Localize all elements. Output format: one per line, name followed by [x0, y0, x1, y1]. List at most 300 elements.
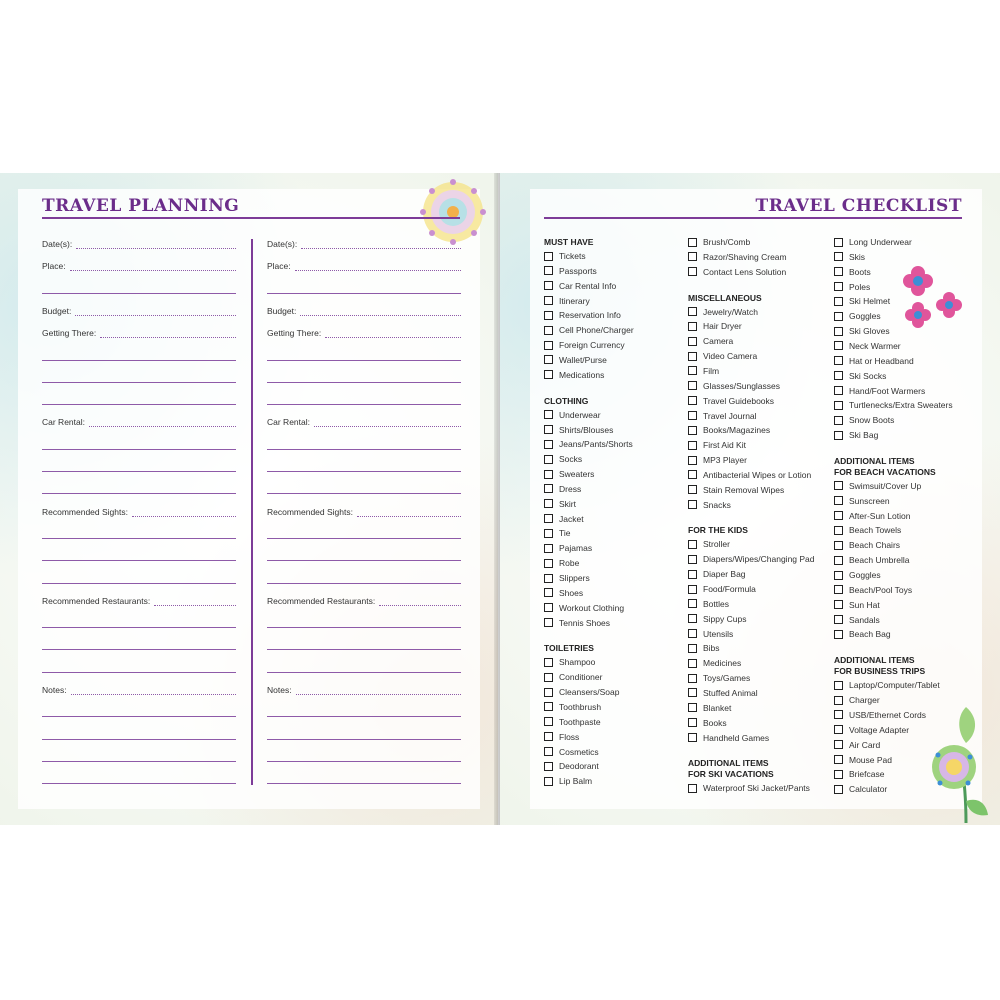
checklist-item[interactable]: [544, 759, 599, 773]
checklist-item-label: Toys/Games: [703, 673, 751, 684]
checklist-item-label: Handheld Games: [703, 732, 770, 743]
checklist-item[interactable]: [834, 324, 890, 338]
checkbox[interactable]: [834, 511, 843, 520]
checkbox[interactable]: [834, 312, 843, 321]
checkbox[interactable]: [688, 659, 697, 668]
checkbox[interactable]: [688, 485, 697, 494]
checkbox[interactable]: [688, 784, 697, 793]
checkbox[interactable]: [688, 599, 697, 608]
writing-line[interactable]: [295, 270, 461, 271]
field-label: Date(s):: [42, 239, 73, 249]
checklist-item[interactable]: [544, 368, 604, 382]
checklist-item[interactable]: [544, 308, 621, 322]
checklist-item[interactable]: [834, 384, 925, 398]
checkbox[interactable]: [544, 529, 553, 538]
writing-line[interactable]: [267, 583, 461, 584]
checkbox[interactable]: [688, 456, 697, 465]
writing-line[interactable]: [42, 382, 236, 383]
writing-line[interactable]: [267, 716, 461, 717]
writing-line[interactable]: [300, 315, 461, 316]
checkbox[interactable]: [688, 585, 697, 594]
checklist-item[interactable]: [688, 394, 774, 408]
checklist-item-label: Film: [703, 365, 720, 376]
checklist-item[interactable]: [544, 541, 592, 555]
checklist-item-label: Utensils: [703, 628, 734, 639]
checklist-item[interactable]: [544, 685, 619, 699]
checklist-item[interactable]: [544, 467, 594, 481]
checklist-item-label: Travel Journal: [703, 410, 757, 421]
writing-line[interactable]: [42, 739, 236, 740]
writing-line[interactable]: [42, 716, 236, 717]
checkbox[interactable]: [544, 252, 553, 261]
checklist-item[interactable]: [544, 512, 584, 526]
checklist-item[interactable]: [834, 250, 865, 264]
checklist-item[interactable]: [544, 452, 582, 466]
checklist-item[interactable]: [834, 678, 940, 692]
writing-line[interactable]: [325, 337, 461, 338]
checklist-item[interactable]: [834, 494, 890, 508]
travel-planning-page: [0, 173, 498, 825]
checklist-item[interactable]: [688, 235, 750, 249]
checkbox[interactable]: [544, 425, 553, 434]
checkbox[interactable]: [834, 585, 843, 594]
checkbox[interactable]: [544, 370, 553, 379]
checklist-item-label: Toothpaste: [559, 716, 601, 727]
checklist-column-2: [688, 237, 833, 797]
checkbox[interactable]: [834, 327, 843, 336]
checklist-item[interactable]: [544, 586, 583, 600]
checklist-item[interactable]: [688, 334, 733, 348]
checklist-item[interactable]: [688, 453, 747, 467]
checkbox[interactable]: [688, 352, 697, 361]
checklist-item-label: Video Camera: [703, 351, 758, 362]
checklist-item[interactable]: [834, 479, 921, 493]
checklist-item[interactable]: [834, 708, 926, 722]
checklist-item[interactable]: [688, 423, 770, 437]
writing-line[interactable]: [154, 605, 236, 606]
writing-line[interactable]: [379, 605, 461, 606]
checklist-item[interactable]: [834, 235, 912, 249]
checklist-item-label: Contact Lens Solution: [703, 266, 787, 277]
checkbox[interactable]: [544, 702, 553, 711]
writing-line[interactable]: [42, 583, 236, 584]
checkbox[interactable]: [544, 326, 553, 335]
writing-line[interactable]: [267, 404, 461, 405]
checklist-item[interactable]: [544, 294, 590, 308]
checkbox[interactable]: [834, 282, 843, 291]
writing-line[interactable]: [267, 493, 461, 494]
checkbox[interactable]: [688, 614, 697, 623]
checklist-item[interactable]: [834, 265, 871, 279]
writing-line[interactable]: [42, 449, 236, 450]
checkbox[interactable]: [688, 252, 697, 261]
writing-line[interactable]: [89, 426, 236, 427]
checkbox[interactable]: [688, 426, 697, 435]
checkbox[interactable]: [834, 681, 843, 690]
checkbox[interactable]: [688, 381, 697, 390]
checklist-item[interactable]: [688, 537, 730, 551]
writing-line[interactable]: [42, 293, 236, 294]
writing-line[interactable]: [76, 248, 236, 249]
checkbox[interactable]: [544, 544, 553, 553]
checkbox[interactable]: [834, 526, 843, 535]
writing-line[interactable]: [42, 493, 236, 494]
checklist-item[interactable]: [688, 305, 758, 319]
checkbox[interactable]: [834, 785, 843, 794]
checklist-item[interactable]: [834, 294, 890, 308]
checklist-item[interactable]: [544, 774, 592, 788]
checkbox[interactable]: [688, 733, 697, 742]
checklist-item[interactable]: [834, 369, 886, 383]
checklist-item-label: Snow Boots: [849, 415, 895, 426]
checkbox[interactable]: [688, 337, 697, 346]
writing-line[interactable]: [267, 672, 461, 673]
writing-line[interactable]: [42, 471, 236, 472]
writing-line[interactable]: [42, 538, 236, 539]
checkbox[interactable]: [834, 556, 843, 565]
writing-line[interactable]: [357, 516, 461, 517]
checklist-item[interactable]: [688, 349, 757, 363]
checklist-item-label: Tickets: [559, 251, 586, 261]
checklist-item[interactable]: [544, 655, 595, 669]
checklist-item[interactable]: [688, 468, 811, 482]
writing-line[interactable]: [267, 739, 461, 740]
checkbox[interactable]: [834, 416, 843, 425]
checklist-item[interactable]: [544, 408, 601, 422]
checkbox[interactable]: [544, 559, 553, 568]
checklist-item[interactable]: [688, 364, 719, 378]
writing-line[interactable]: [267, 538, 461, 539]
checkbox[interactable]: [834, 356, 843, 365]
checkbox[interactable]: [544, 266, 553, 275]
writing-line[interactable]: [267, 471, 461, 472]
checklist-item-label: Medicines: [703, 658, 742, 669]
checklist-item[interactable]: [544, 616, 610, 630]
writing-line[interactable]: [267, 293, 461, 294]
checklist-item[interactable]: [834, 613, 880, 627]
writing-line[interactable]: [42, 560, 236, 561]
checklist-item[interactable]: [834, 693, 880, 707]
checklist-item[interactable]: [834, 413, 894, 427]
field-label: Recommended Sights:: [42, 506, 128, 517]
checklist-item[interactable]: [544, 279, 616, 293]
checkbox[interactable]: [544, 603, 553, 612]
checklist-item[interactable]: [688, 250, 787, 264]
checklist-item-label: Tie: [559, 528, 571, 539]
checkbox[interactable]: [688, 267, 697, 276]
checkbox[interactable]: [544, 688, 553, 697]
writing-line[interactable]: [267, 783, 461, 784]
checkbox[interactable]: [688, 441, 697, 450]
checklist-item-label: Skirt: [559, 498, 576, 509]
checklist-item-label: Shirts/Blouses: [559, 424, 614, 435]
checklist-item-label: Conditioner: [559, 672, 603, 683]
checklist-item[interactable]: [834, 309, 881, 323]
checklist-item[interactable]: [834, 523, 901, 537]
checkbox[interactable]: [834, 371, 843, 380]
checklist-item[interactable]: [544, 423, 613, 437]
checklist-item[interactable]: [834, 723, 909, 737]
checklist-section-heading: FOR SKI VACATIONS: [688, 769, 774, 780]
checkbox[interactable]: [688, 570, 697, 579]
writing-line[interactable]: [70, 270, 236, 271]
checklist-item[interactable]: [688, 671, 750, 685]
checkbox[interactable]: [834, 401, 843, 410]
checkbox[interactable]: [544, 410, 553, 419]
checkbox[interactable]: [834, 496, 843, 505]
writing-line[interactable]: [42, 627, 236, 628]
checklist-item[interactable]: [834, 782, 887, 796]
checkbox[interactable]: [544, 747, 553, 756]
checkbox[interactable]: [688, 674, 697, 683]
checkbox[interactable]: [688, 644, 697, 653]
checklist-item[interactable]: [834, 598, 880, 612]
writing-line[interactable]: [75, 315, 236, 316]
checklist-item[interactable]: [688, 319, 742, 333]
checkbox[interactable]: [544, 341, 553, 350]
field-label: Place:: [267, 261, 291, 272]
checkbox[interactable]: [834, 297, 843, 306]
field-label: Notes:: [267, 685, 292, 695]
checklist-item[interactable]: [688, 409, 757, 423]
checkbox[interactable]: [834, 267, 843, 276]
checklist-item[interactable]: [544, 338, 625, 352]
checklist-item[interactable]: [544, 482, 581, 496]
writing-line[interactable]: [132, 516, 236, 517]
checkbox[interactable]: [834, 710, 843, 719]
field-label: Budget:: [267, 305, 297, 316]
checklist-item[interactable]: [544, 526, 571, 540]
checkbox[interactable]: [688, 238, 697, 247]
checklist-item-label: Jacket: [559, 513, 584, 524]
checkbox[interactable]: [544, 658, 553, 667]
checklist-item[interactable]: [544, 556, 579, 570]
checkbox[interactable]: [688, 688, 697, 697]
checkbox[interactable]: [544, 732, 553, 741]
checkbox[interactable]: [834, 386, 843, 395]
checkbox[interactable]: [688, 470, 697, 479]
checkbox[interactable]: [544, 311, 553, 320]
checkbox[interactable]: [544, 455, 553, 464]
checklist-item[interactable]: [544, 497, 576, 511]
checklist-item[interactable]: [544, 437, 633, 451]
checklist-item[interactable]: [544, 715, 601, 729]
writing-line[interactable]: [42, 672, 236, 673]
writing-line[interactable]: [42, 761, 236, 762]
checkbox[interactable]: [688, 366, 697, 375]
checklist-item[interactable]: [688, 498, 731, 512]
checklist-item[interactable]: [688, 582, 756, 596]
writing-line[interactable]: [301, 248, 461, 249]
checkbox[interactable]: [544, 484, 553, 493]
checkbox[interactable]: [544, 717, 553, 726]
checkbox[interactable]: [688, 411, 697, 420]
writing-line[interactable]: [42, 404, 236, 405]
checklist-item-label: Goggles: [849, 570, 881, 580]
writing-line[interactable]: [71, 694, 236, 695]
checkbox[interactable]: [688, 540, 697, 549]
checkbox[interactable]: [544, 762, 553, 771]
checklist-item[interactable]: [544, 730, 579, 744]
checklist-item[interactable]: [834, 738, 880, 752]
checklist-item[interactable]: [834, 553, 909, 567]
checklist-item[interactable]: [688, 597, 729, 611]
checklist-item[interactable]: [688, 552, 815, 566]
checklist-section-heading: MISCELLANEOUS: [688, 292, 762, 303]
checkbox[interactable]: [834, 431, 843, 440]
checklist-item[interactable]: [544, 571, 590, 585]
checkbox[interactable]: [834, 238, 843, 247]
writing-line[interactable]: [267, 627, 461, 628]
writing-line[interactable]: [267, 360, 461, 361]
checklist-item[interactable]: [688, 716, 727, 730]
writing-line[interactable]: [267, 382, 461, 383]
checklist-item-label: Turtlenecks/Extra Sweaters: [849, 400, 953, 411]
checkbox[interactable]: [544, 296, 553, 305]
checkbox[interactable]: [834, 615, 843, 624]
checklist-section-heading: FOR BUSINESS TRIPS: [834, 666, 926, 677]
checkbox[interactable]: [834, 541, 843, 550]
checkbox[interactable]: [544, 470, 553, 479]
checkbox[interactable]: [688, 629, 697, 638]
checklist-item[interactable]: [834, 753, 892, 767]
field-label: Notes:: [42, 685, 67, 695]
checklist-item-label: Bottles: [703, 598, 729, 609]
writing-line[interactable]: [42, 783, 236, 784]
writing-line[interactable]: [314, 426, 461, 427]
checklist-item[interactable]: [834, 280, 870, 294]
writing-line[interactable]: [267, 649, 461, 650]
checklist-item-label: Medications: [559, 369, 605, 380]
checklist-item[interactable]: [688, 781, 810, 795]
checkbox[interactable]: [544, 355, 553, 364]
checklist-item[interactable]: [544, 700, 601, 714]
checklist-item[interactable]: [834, 583, 912, 597]
checkbox[interactable]: [688, 555, 697, 564]
checkbox[interactable]: [688, 718, 697, 727]
checklist-item[interactable]: [688, 438, 746, 452]
checklist-item-label: USB/Ethernet Cords: [849, 709, 927, 720]
checkbox[interactable]: [544, 588, 553, 597]
checkbox[interactable]: [544, 574, 553, 583]
checkbox[interactable]: [834, 252, 843, 261]
checklist-item[interactable]: [544, 745, 599, 759]
checkbox[interactable]: [834, 630, 843, 639]
checklist-item[interactable]: [688, 701, 731, 715]
checklist-item[interactable]: [688, 641, 720, 655]
writing-line[interactable]: [267, 761, 461, 762]
checklist-item-label: Shoes: [559, 587, 584, 598]
checkbox[interactable]: [834, 696, 843, 705]
planner-spread: [0, 173, 1000, 825]
checklist-item[interactable]: [544, 670, 602, 684]
checkbox[interactable]: [834, 481, 843, 490]
checklist-item-label: Briefcase: [849, 769, 885, 780]
checkbox[interactable]: [834, 600, 843, 609]
checklist-item[interactable]: [544, 353, 607, 367]
checklist-item[interactable]: [834, 339, 901, 353]
checklist-item-label: Hand/Foot Warmers: [849, 385, 926, 396]
checklist-item[interactable]: [834, 568, 881, 582]
checkbox[interactable]: [544, 499, 553, 508]
checklist-item[interactable]: [688, 656, 741, 670]
checkbox[interactable]: [544, 281, 553, 290]
checklist-item[interactable]: [834, 509, 910, 523]
field-label: Car Rental:: [42, 417, 85, 428]
checkbox[interactable]: [688, 396, 697, 405]
checklist-item-label: Cell Phone/Charger: [559, 325, 634, 336]
checklist-item-label: Slippers: [559, 573, 590, 583]
checklist-item[interactable]: [688, 731, 769, 745]
checklist-item-label: Books/Magazines: [703, 425, 771, 436]
checklist-item[interactable]: [688, 379, 780, 393]
checkbox[interactable]: [834, 571, 843, 580]
checklist-item[interactable]: [834, 354, 914, 368]
checklist-item[interactable]: [544, 323, 634, 337]
checkbox[interactable]: [834, 740, 843, 749]
checkbox[interactable]: [688, 307, 697, 316]
checkbox[interactable]: [834, 770, 843, 779]
field-label: Date(s):: [267, 239, 298, 249]
checklist-item[interactable]: [688, 483, 784, 497]
checklist-item-label: Boots: [849, 266, 871, 277]
checkbox[interactable]: [834, 725, 843, 734]
checkbox[interactable]: [544, 673, 553, 682]
checklist-item[interactable]: [834, 428, 878, 442]
checklist-item-label: Stain Removal Wipes: [703, 484, 785, 495]
checklist-item-label: Calculator: [849, 784, 888, 795]
checklist-section-heading: FOR THE KIDS: [688, 525, 748, 536]
writing-line[interactable]: [42, 360, 236, 361]
checklist-item[interactable]: [688, 265, 786, 279]
checklist-item[interactable]: [834, 538, 900, 552]
checkbox[interactable]: [544, 618, 553, 627]
checklist-item[interactable]: [834, 627, 891, 641]
checklist-item[interactable]: [544, 249, 586, 263]
checklist-item[interactable]: [688, 567, 746, 581]
checklist-section-heading: ADDITIONAL ITEMS: [834, 455, 915, 466]
checklist-section-heading: ADDITIONAL ITEMS: [834, 655, 915, 666]
checkbox[interactable]: [834, 341, 843, 350]
checkbox[interactable]: [544, 777, 553, 786]
writing-line[interactable]: [267, 560, 461, 561]
checklist-item[interactable]: [688, 627, 733, 641]
writing-line[interactable]: [42, 649, 236, 650]
checklist-item[interactable]: [834, 398, 953, 412]
writing-line[interactable]: [100, 337, 236, 338]
checklist-item[interactable]: [544, 601, 624, 615]
writing-line[interactable]: [267, 449, 461, 450]
checklist-item-label: Beach Towels: [849, 525, 902, 536]
checkbox[interactable]: [544, 514, 553, 523]
checklist-item[interactable]: [688, 612, 746, 626]
field-label: Recommended Restaurants:: [42, 595, 151, 606]
checkbox[interactable]: [544, 440, 553, 449]
checklist-item-label: Sunscreen: [849, 495, 890, 506]
checklist-item[interactable]: [544, 264, 597, 278]
field-label: Recommended Restaurants:: [267, 595, 376, 606]
checkbox[interactable]: [688, 703, 697, 712]
checklist-item-label: Itinerary: [559, 295, 590, 306]
checklist-section-heading: TOILETRIES: [544, 643, 594, 654]
checklist-item[interactable]: [688, 686, 758, 700]
checkbox[interactable]: [688, 500, 697, 509]
checklist-section-heading: CLOTHING: [544, 395, 589, 406]
checkbox[interactable]: [688, 322, 697, 331]
writing-line[interactable]: [296, 694, 461, 695]
checkbox[interactable]: [834, 755, 843, 764]
checklist-item[interactable]: [834, 767, 884, 781]
